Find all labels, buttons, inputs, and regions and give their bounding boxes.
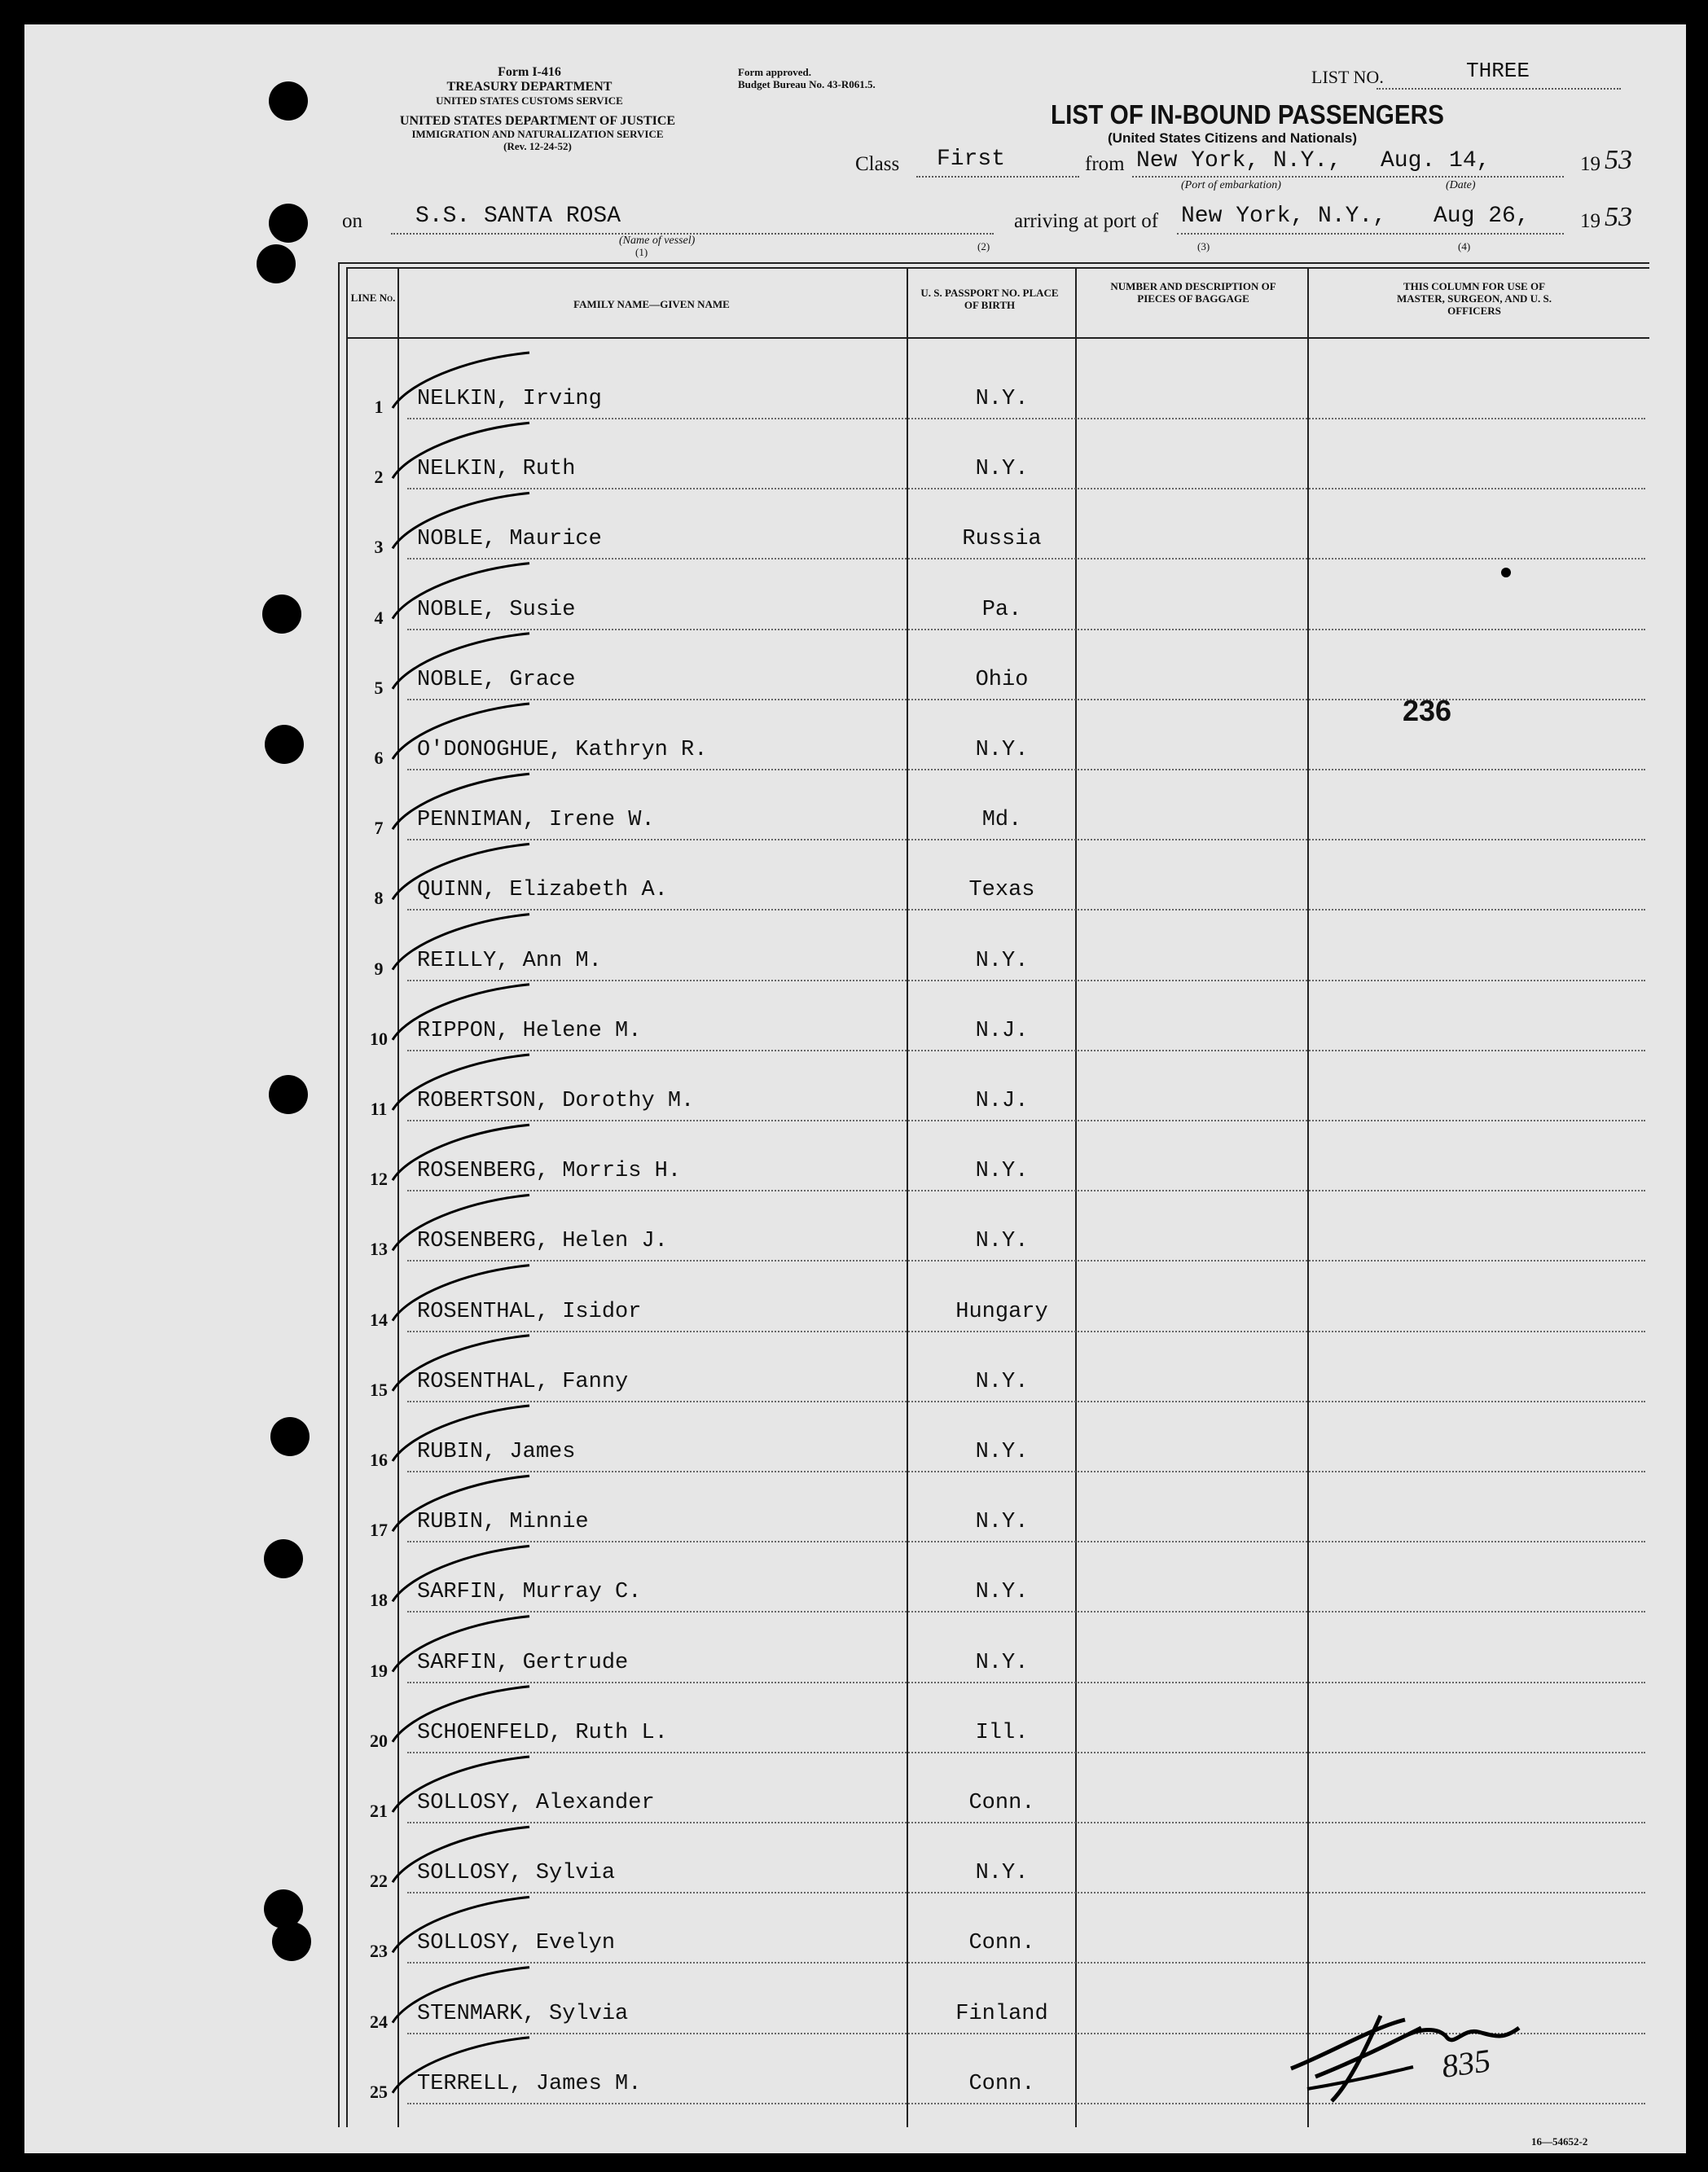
form-subtitle: (United States Citizens and Nationals) [1108,130,1358,146]
signature-number: 835 [1439,2042,1493,2085]
line-number: 15 [370,1379,388,1400]
officer-signature [1283,2003,1527,2109]
passenger-name: NOBLE, Susie [417,597,576,622]
column-number-3: (3) [1197,240,1210,252]
row-rule [407,1401,1645,1402]
passenger-name: NOBLE, Maurice [417,527,602,552]
place-of-birth: N.Y. [975,738,1029,762]
line-number: 24 [370,2011,388,2032]
passenger-name: ROBERTSON, Dorothy M. [417,1089,695,1113]
row-rule [407,980,1645,981]
from-year: 53 [1605,145,1632,175]
place-of-birth: N.Y. [975,387,1029,411]
passenger-name: SARFIN, Gertrude [417,1650,629,1675]
line-number: 6 [374,748,384,768]
row-rule [407,1260,1645,1262]
punch-hole [264,1539,303,1578]
vessel-name: S.S. SANTA ROSA [415,204,621,229]
line-number: 16 [370,1450,388,1470]
place-of-birth: Texas [968,878,1035,903]
revision-date: (Rev. 12-24-52) [503,140,572,152]
passenger-name: ROSENBERG, Helen J. [417,1229,668,1254]
class-value: First [937,147,1006,172]
passenger-name: SOLLOSY, Evelyn [417,1931,616,1956]
line-number: 9 [374,958,384,979]
passenger-name: ROSENBERG, Morris H. [417,1159,682,1184]
punch-hole [272,1922,311,1961]
passenger-name: RIPPON, Helene M. [417,1018,642,1043]
passenger-name: SOLLOSY, Alexander [417,1791,655,1815]
place-of-birth: N.Y. [975,948,1029,973]
place-of-birth: Md. [981,808,1022,833]
passenger-name: O'DONOGHUE, Kathryn R. [417,738,708,762]
row-rule [407,1541,1645,1542]
form-number: Form I-416 [498,65,561,79]
place-of-birth: Pa. [981,597,1022,622]
punch-hole [269,204,308,243]
column-number-1: (1) [635,246,648,258]
header-family-name: FAMILY NAME—GIVEN NAME [573,298,730,310]
document-page [24,24,1686,2153]
row-rule [407,488,1645,489]
punch-hole [265,725,304,764]
place-of-birth: Hungary [955,1299,1048,1324]
row-rule [407,909,1645,910]
line-number: 1 [374,397,384,417]
row-rule [407,1471,1645,1472]
place-of-birth: Conn. [968,2071,1035,2096]
arrival-port: New York, N.Y., [1181,204,1387,229]
arrival-year: 53 [1605,202,1632,232]
place-of-birth: N.Y. [975,1861,1029,1886]
line-number: 5 [374,677,384,698]
passenger-name: ROSENTHAL, Isidor [417,1299,642,1324]
place-of-birth: N.Y. [975,1510,1029,1535]
column-number-4: (4) [1458,240,1471,252]
row-rule [407,418,1645,419]
place-of-birth: N.Y. [975,1369,1029,1394]
place-of-birth: N.Y. [975,457,1029,482]
passenger-name: SARFIN, Murray C. [417,1580,642,1605]
stamp-number: 236 [1403,694,1452,727]
punch-hole [269,1075,308,1114]
form-title: LIST OF IN-BOUND PASSENGERS [1051,99,1444,129]
date-label: (Date) [1446,179,1476,191]
passenger-name: TERRELL, James M. [417,2071,642,2096]
row-rule [407,1682,1645,1683]
row-rule [407,699,1645,700]
form-approved: Form approved. [738,66,812,78]
punch-hole [257,244,296,283]
arrival-date: Aug 26, [1434,204,1530,229]
list-no-label: LIST NO. [1311,67,1384,87]
place-of-birth: Ohio [975,667,1029,692]
department-of-justice: UNITED STATES DEPARTMENT OF JUSTICE [399,114,676,128]
place-of-birth: N.Y. [975,1159,1029,1184]
header-officers: THIS COLUMN FOR USE OF MASTER, SURGEON, AND U. S. OFFICERS [1397,280,1552,317]
passenger-name: NELKIN, Irving [417,387,602,411]
line-number: 21 [370,1801,388,1821]
place-of-birth: Ill. [975,1720,1029,1745]
line-number: 2 [374,467,384,488]
row-rule [407,1892,1645,1893]
line-number: 23 [370,1941,388,1962]
line-number: 11 [370,1099,388,1119]
line-number: 17 [370,1520,388,1541]
passenger-name: ROSENTHAL, Fanny [417,1369,629,1394]
place-of-birth: N.J. [975,1018,1029,1043]
row-rule [407,1611,1645,1613]
row-rule [407,1331,1645,1332]
line-number: 4 [374,607,384,628]
vessel-name-label: (Name of vessel) [619,235,696,247]
footer-code: 16—54652-2 [1531,2135,1588,2148]
line-number: 10 [370,1028,388,1049]
on-label: on [342,210,362,232]
punch-hole [269,81,308,121]
line-number: 12 [370,1169,388,1190]
place-of-birth: N.Y. [975,1650,1029,1675]
port-of-embarkation-label: (Port of embarkation) [1181,179,1281,191]
place-of-birth: Conn. [968,1791,1035,1815]
line-number: 25 [370,2081,388,2102]
naturalization-service: IMMIGRATION AND NATURALIZATION SERVICE [411,128,664,140]
passenger-name: RUBIN, Minnie [417,1510,589,1535]
row-rule [407,839,1645,840]
from-date: Aug. 14, [1381,148,1491,173]
passenger-name: SCHOENFELD, Ruth L. [417,1720,668,1745]
place-of-birth: Conn. [968,1931,1035,1956]
place-of-birth: Russia [962,527,1042,552]
line-number: 14 [370,1309,388,1330]
place-of-birth: N.Y. [975,1440,1029,1464]
header-line-no: LINE No. [350,292,396,304]
row-rule [407,1752,1645,1753]
line-number: 13 [370,1239,388,1260]
row-rule [407,1050,1645,1051]
passenger-name: RUBIN, James [417,1440,576,1464]
customs-service: UNITED STATES CUSTOMS SERVICE [436,94,623,107]
punch-hole [270,1417,310,1456]
list-no-value: THREE [1466,59,1530,83]
ink-dot [1501,568,1511,577]
arriving-label: arriving at port of [1014,210,1159,232]
passenger-name: REILLY, Ann M. [417,948,602,973]
row-rule [407,1190,1645,1191]
from-year-prefix: 19 [1580,153,1600,175]
header-passport-birth: U. S. PASSPORT NO. PLACE OF BIRTH [920,287,1059,311]
passenger-name: QUINN, Elizabeth A. [417,878,668,903]
treasury-department: TREASURY DEPARTMENT [446,80,613,94]
place-of-birth: N.Y. [975,1229,1029,1254]
line-number: 8 [374,888,384,909]
column-number-2: (2) [977,240,990,252]
passenger-name: PENNIMAN, Irene W. [417,808,655,833]
place-of-birth: N.J. [975,1089,1029,1113]
line-number: 18 [370,1590,388,1611]
line-number: 3 [374,537,384,558]
header-baggage: NUMBER AND DESCRIPTION OF PIECES OF BAGGAGE [1110,280,1276,305]
passenger-name: NELKIN, Ruth [417,457,576,482]
line-number: 22 [370,1871,388,1892]
budget-bureau: Budget Bureau No. 43-R061.5. [738,78,876,90]
from-label: from [1085,153,1125,175]
row-rule [407,1822,1645,1823]
place-of-birth: N.Y. [975,1580,1029,1605]
row-rule [407,1962,1645,1964]
class-label: Class [855,153,900,175]
passenger-name: NOBLE, Grace [417,667,576,692]
row-rule [407,629,1645,630]
line-number: 19 [370,1660,388,1681]
row-rule [407,769,1645,770]
passenger-name: STENMARK, Sylvia [417,2001,629,2026]
punch-hole [262,595,301,634]
row-rule [407,1120,1645,1121]
line-number: 20 [370,1730,388,1751]
place-of-birth: Finland [955,2001,1048,2026]
passenger-name: SOLLOSY, Sylvia [417,1861,616,1886]
row-rule [407,558,1645,559]
from-port: New York, N.Y., [1136,148,1342,173]
line-number: 7 [374,818,384,839]
arrival-year-prefix: 19 [1580,210,1600,232]
